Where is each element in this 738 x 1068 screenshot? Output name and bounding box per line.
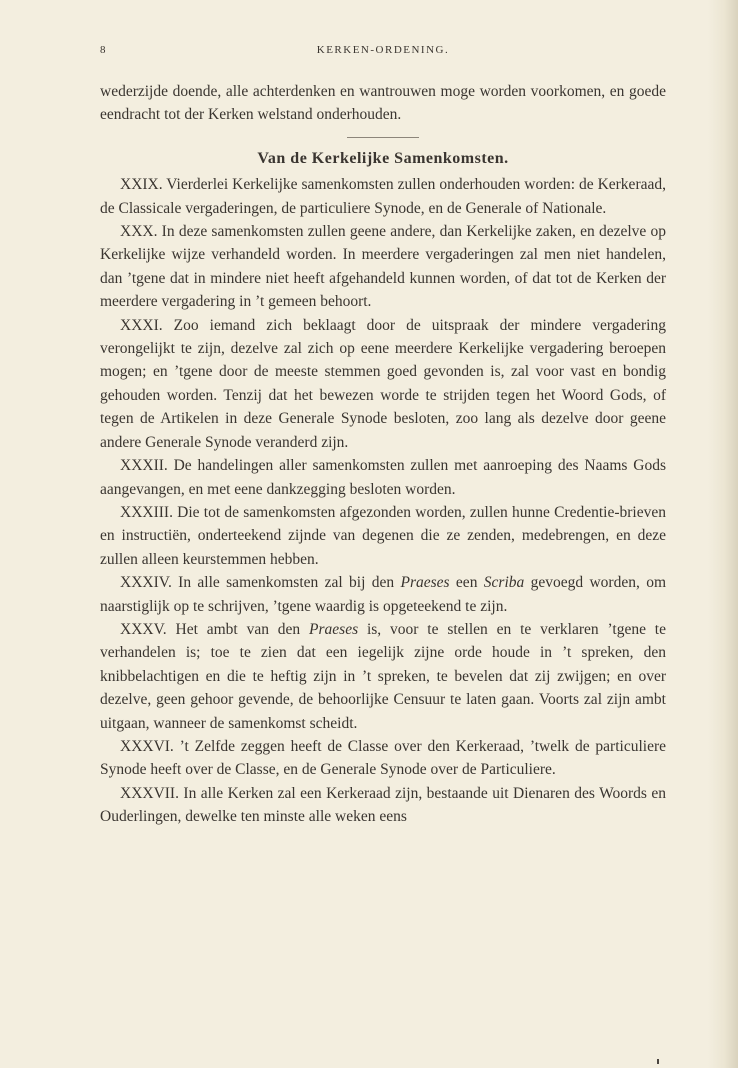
section-title: Van de Kerkelijke Samenkomsten. bbox=[257, 149, 509, 167]
article-xxxv-praeses: Praeses bbox=[309, 620, 359, 638]
article-xxxvii: XXXVII. In alle Kerken zal een Kerkeraad zijn, bestaande uit Dienaren des Woords en Ouderlingen, dewelke ten minste alle weken eens bbox=[100, 784, 666, 826]
article-xxxii: XXXII. De handelingen aller samenkomsten zullen met aanroeping des Naams Gods aangevangen, en met eene dankzegging besloten worden. bbox=[100, 457, 666, 498]
article-xxxv bbox=[100, 618, 666, 735]
article-xxxv-part1: XXXV. Het ambt van den bbox=[120, 620, 310, 638]
page-speck bbox=[657, 1059, 659, 1064]
article-xxix: XXIX. Vierderlei Kerkelijke samenkomsten zullen onderhouden worden: de Kerkeraad, de Classicale vergaderingen, de particuliere Synode, en de Generale of Nationale. bbox=[100, 176, 666, 217]
article-xxxvi: XXXVI. ’t Zelfde zeggen heeft de Classe over den Kerkeraad, ’twelk de particuliere Synode heeft over de Classe, en de Generale Synode over de Particuliere. bbox=[100, 737, 666, 779]
article-xxxv-part2: is, voor te stellen en te verklaren ’tgene te verhandelen is; toe te zien dat een iegelijk zijne orde houde in ’t spreken, den knibbelachtigen en die te heftig zijn in ’t spreken, te bevelen dat zij zwijgen; en over dezelve, geen gehoor gevende, de behoorlijke Censuur te laten gaan. Voorts zal zijn ambt uitgaan, wanneer de samenkomst scheidt. bbox=[100, 620, 666, 732]
article-xxx: XXX. In deze samenkomsten zullen geene andere, dan Kerkelijke zaken, en dezelve op Kerkelijke wijze verhandeld worden. In meerdere vergaderingen zal men niet handelen, dan ’tgene dat in mindere niet heeft afgehandeld kunnen worden, of dat tot de Kerken der meerdere vergadering in ’t gemeen behoort. bbox=[100, 223, 666, 311]
page-edge-shadow bbox=[708, 0, 738, 1068]
page-number: 8 bbox=[100, 44, 107, 56]
section-divider bbox=[347, 137, 419, 138]
continuation-paragraph: wederzijde doende, alle achterdenken en wantrouwen moge worden voorkomen, en goede eendracht tot der Kerken welstand onderhouden. bbox=[100, 83, 666, 124]
article-xxxiv-scriba: Scriba bbox=[483, 574, 525, 592]
article-xxxiv-praeses: Praeses bbox=[400, 574, 450, 592]
page-body bbox=[100, 80, 666, 829]
article-xxxi: XXXI. Zoo iemand zich beklaagt door de uitspraak der mindere vergadering verongelijkt te zijn, dezelve zal zich op eene meerdere Kerkelijke vergadering beroepen mogen; en ’tgene door de meeste stemmen goed gevonden is, zal voor vast en bondig gehouden worden. Tenzij dat het bewezen worde te strijden tegen het Woord Gods, of tegen de Artikelen in deze Generale Synode besloten, zoo lang als dezelve door geene andere Generale Synode veranderd zijn. bbox=[100, 316, 666, 451]
article-xxxiv bbox=[100, 571, 666, 618]
article-xxxiv-part2: een bbox=[449, 574, 484, 592]
running-title: KERKEN-ORDENING. bbox=[316, 44, 450, 56]
article-xxxiv-part3: gevoegd worden, om naarstiglijk op te schrijven, ’tgene waardig is opgeteekend te zijn. bbox=[100, 574, 666, 615]
article-xxxiii: XXXIII. Die tot de samenkomsten afgezonden worden, zullen hunne Credentie-brieven en instructiën, onderteekend zijnde van degenen die ze zenden, medebrengen, en deze zullen alleen keurstemmen hebben. bbox=[100, 503, 666, 568]
article-xxxiv-part1: XXXIV. In alle samenkomsten zal bij den bbox=[120, 574, 401, 592]
running-header bbox=[100, 44, 666, 60]
